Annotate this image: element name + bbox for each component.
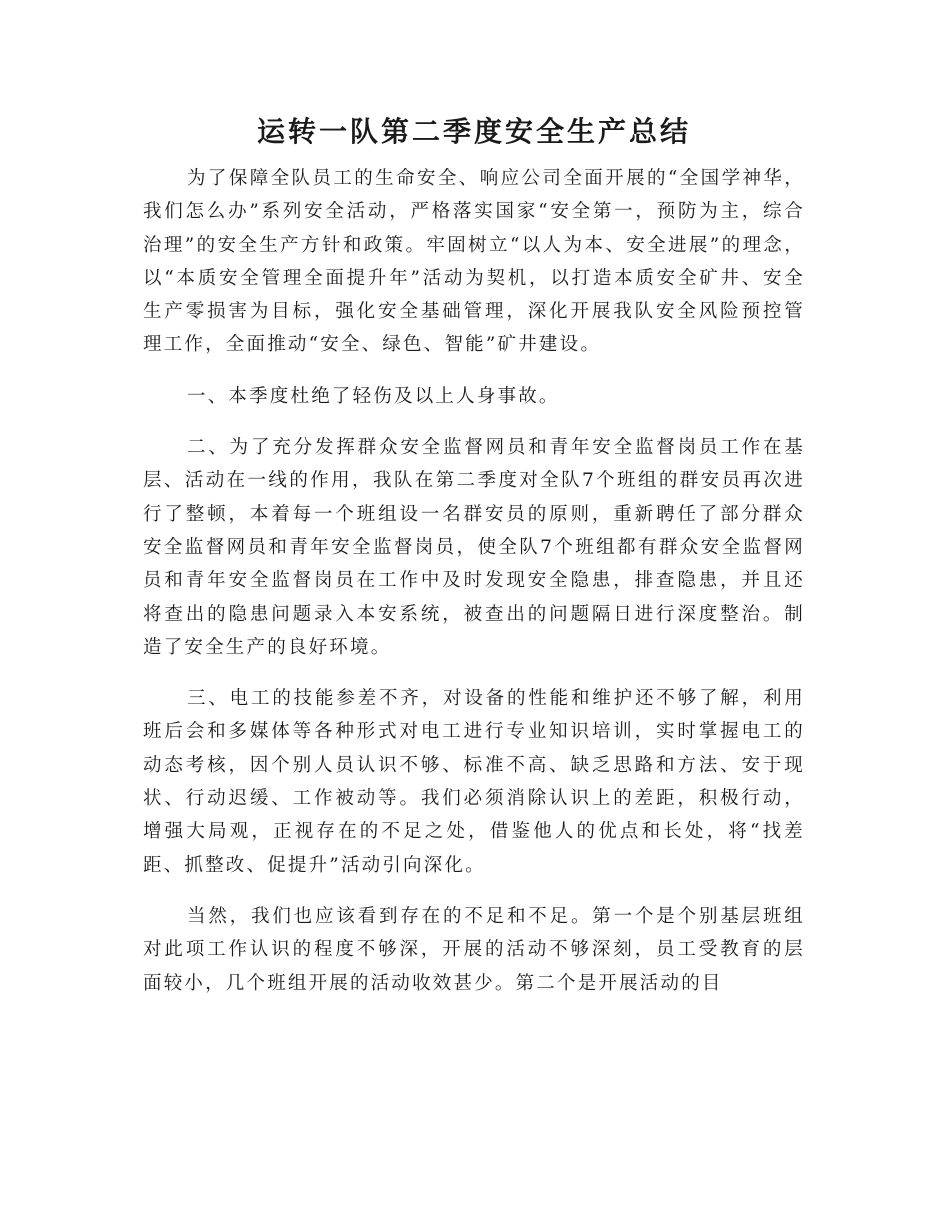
section-one-paragraph: 一、本季度杜绝了轻伤及以上人身事故。 xyxy=(187,385,560,407)
intro-paragraph: 为了保障全队员工的生命安全、响应公司全面开展的“全国学神华，我们怎么办”系列安全活动，严格落实国家“安全第一，预防为主，综合治理”的安全生产方针和政策。牢固树立“以人为本、安全进展”的理念，以“本质安全管理全面提升年”活动为契机，以打造本质安全矿井、安全生产零损害为目标，强化安全基础管理，深化开展我队安全风险预控管理工作，全面推动“安全、绿色、智能”矿井建设。 xyxy=(143,168,805,356)
section-three-paragraph: 三、电工的技能参差不齐，对设备的性能和维护还不够了解，利用班后会和多媒体等各种形式对电工进行专业知识培训，实时掌握电工的动态考核，因个别人员认识不够、标准不高、缺乏思路和方法、安于现状、行动迟缓、工作被动等。我们必须消除认识上的差距，积极行动，增强大局观，正视存在的不足之处，借鉴他人的优点和长处，将“找差距、抓整改、促提升”活动引向深化。 xyxy=(143,688,805,876)
section-two-paragraph: 二、为了充分发挥群众安全监督网员和青年安全监督岗员工作在基层、活动在一线的作用，我队在第二季度对全队7个班组的群安员再次进行了整顿，本着每一个班组设一名群安员的原则，重新聘任了部分群众安全监督网员和青年安全监督岗员，使全队7个班组都有群众安全监督网员和青年安全监督岗员在工作中及时发现安全隐患，排查隐患，并且还将查出的隐患问题录入本安系统，被查出的问题隔日进行深度整治。制造了安全生产的良好环境。 xyxy=(143,437,805,658)
shortcomings-paragraph: 当然，我们也应该看到存在的不足和不足。第一个是个别基层班组对此项工作认识的程度不够深，开展的活动不够深刻，员工受教育的层面较小，几个班组开展的活动收效甚少。第二个是开展活动的目 xyxy=(143,905,805,994)
document-body xyxy=(143,112,805,1000)
document-title: 运转一队第二季度安全生产总结 xyxy=(256,115,691,148)
